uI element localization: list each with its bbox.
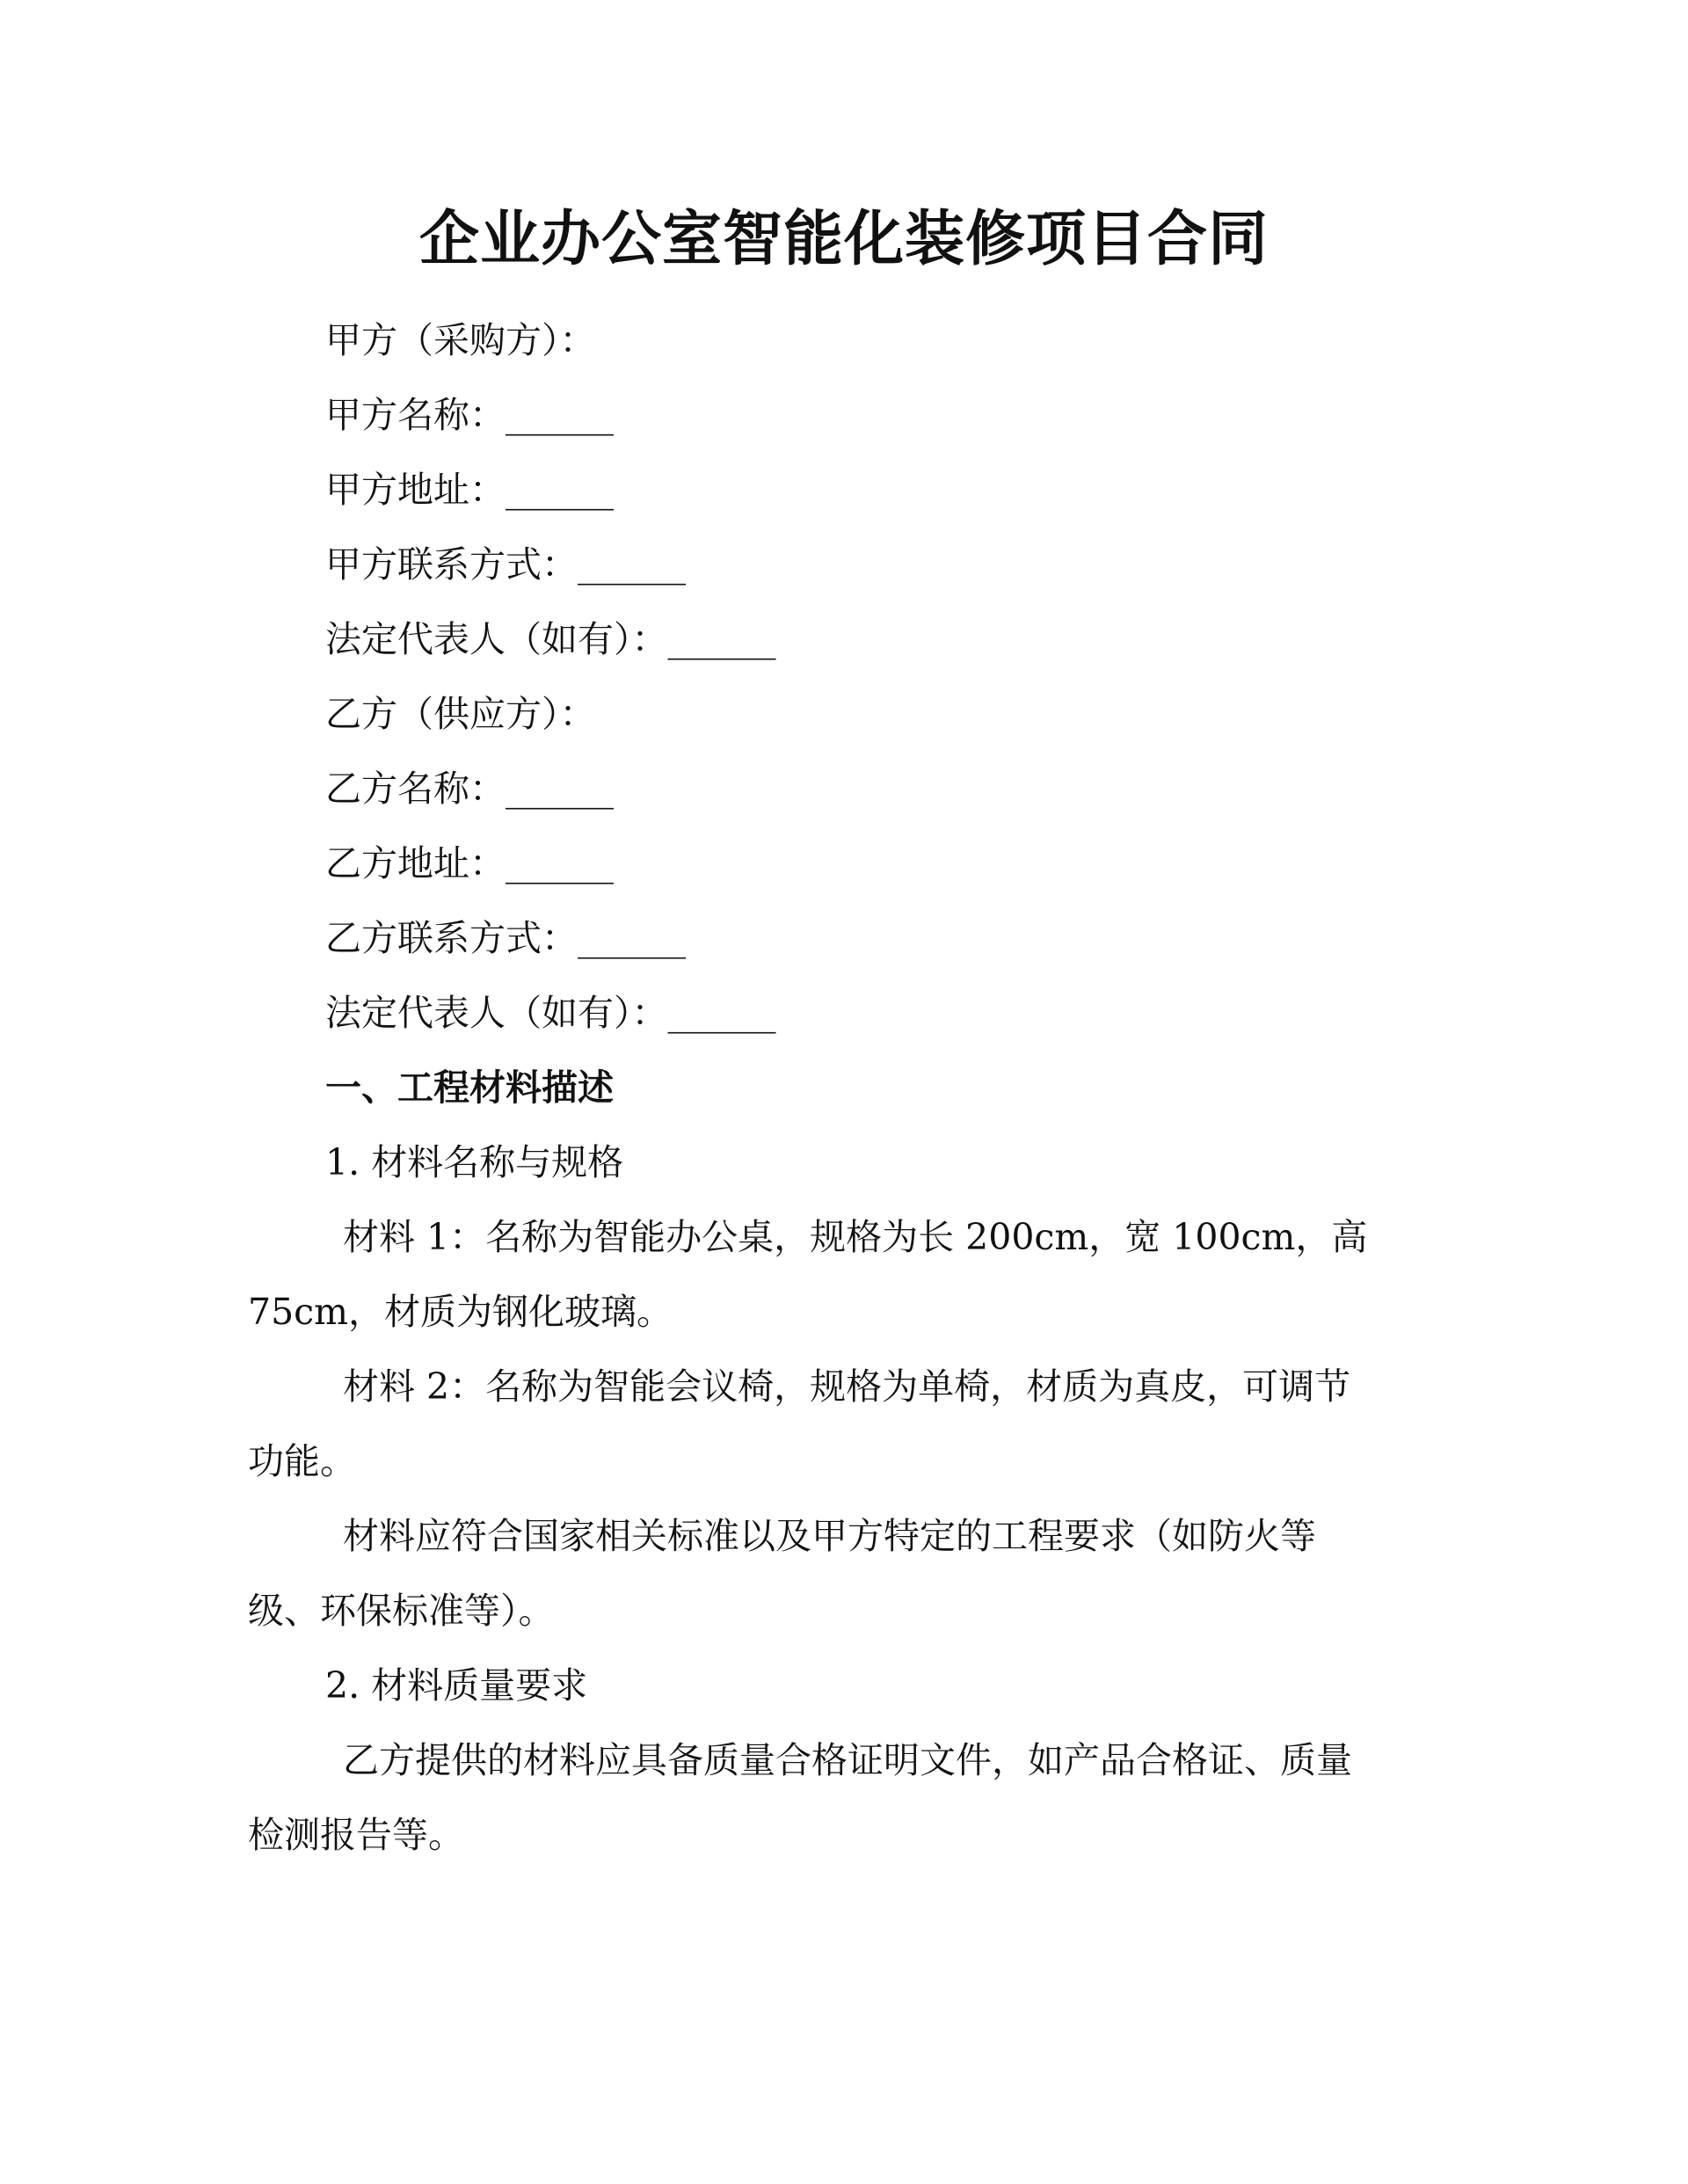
section-1-heading: 一、工程材料描述 — [325, 1067, 614, 1109]
party-b-heading: 乙方（供应方）： — [325, 693, 596, 735]
material-1-text-line-1: 材料 1：名称为智能办公桌，规格为长 200cm，宽 100cm，高 — [343, 1216, 1368, 1258]
quality-text-line-1: 乙方提供的材料应具备质量合格证明文件，如产品合格证、质量 — [343, 1739, 1352, 1781]
party-b-legal-rep: 法定代表人（如有）：______ — [325, 992, 776, 1034]
item-2-heading: 2. 材料质量要求 — [325, 1664, 588, 1707]
material-2-text-line-2: 功能。 — [248, 1440, 356, 1482]
party-a-heading: 甲方（采购方）： — [325, 319, 596, 361]
party-b-address: 乙方地址：______ — [325, 842, 614, 885]
quality-text-line-2: 检测报告等。 — [248, 1814, 464, 1856]
party-a-name: 甲方名称：______ — [325, 394, 614, 436]
party-a-contact: 甲方联系方式：______ — [325, 543, 686, 586]
material-standard-line-1: 材料应符合国家相关标准以及甲方特定的工程要求（如防火等 — [343, 1515, 1316, 1557]
material-standard-line-2: 级、环保标准等）。 — [248, 1590, 555, 1632]
item-1-heading: 1. 材料名称与规格 — [325, 1141, 624, 1183]
party-b-name: 乙方名称：______ — [325, 768, 614, 810]
material-2-text-line-1: 材料 2：名称为智能会议椅，规格为单椅，材质为真皮，可调节 — [343, 1365, 1351, 1408]
material-1-text-line-2: 75cm，材质为钢化玻璃。 — [248, 1291, 673, 1333]
party-b-contact: 乙方联系方式：______ — [325, 917, 686, 959]
party-a-legal-rep: 法定代表人（如有）：______ — [325, 618, 776, 660]
party-a-address: 甲方地址：______ — [325, 469, 614, 511]
contract-title: 企业办公室智能化装修项目合同 — [418, 205, 1269, 274]
